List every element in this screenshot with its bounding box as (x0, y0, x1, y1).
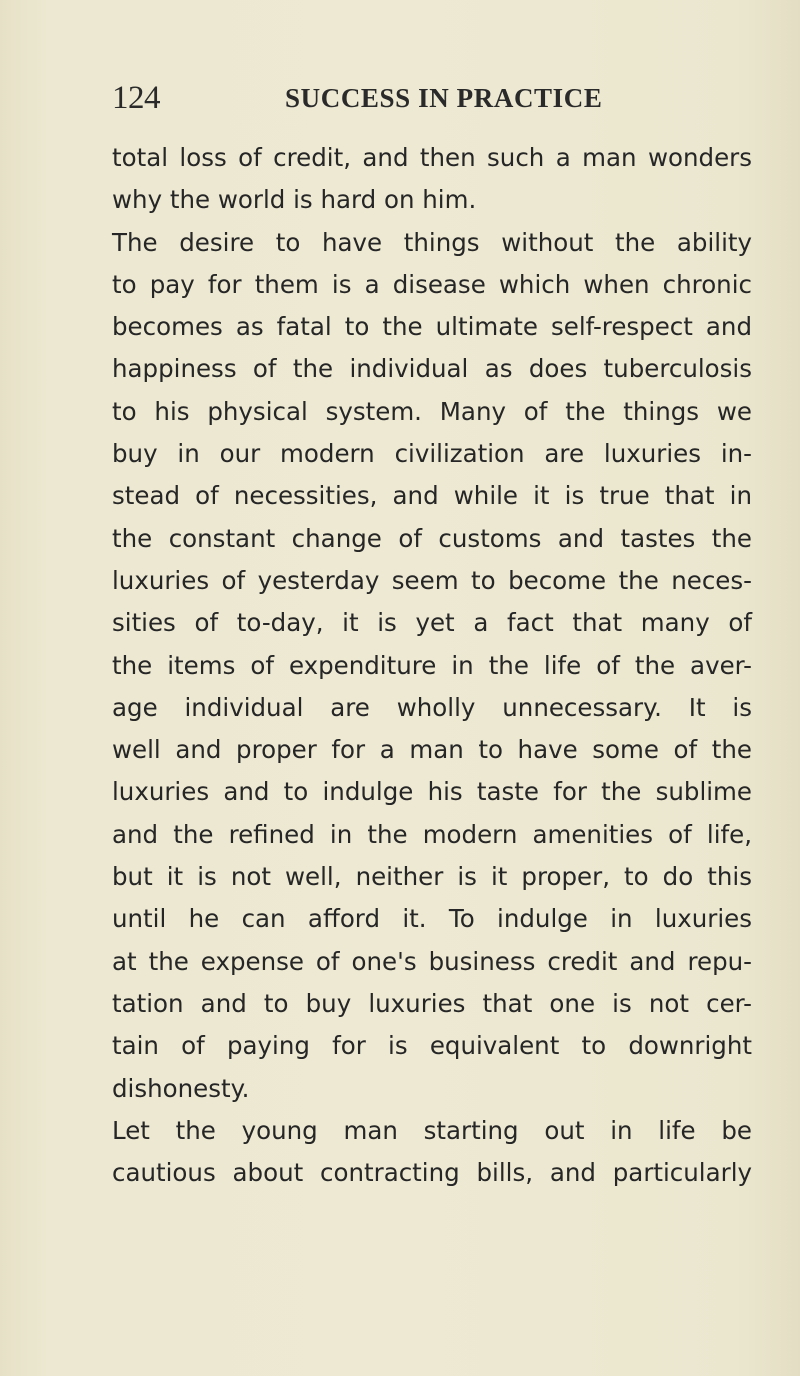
text-line: total loss of credit, and then such a man wonders (112, 143, 752, 172)
text-line: buy in our modern civilization are luxuries in- (112, 439, 752, 469)
text-line: at the expense of one's business credit and repu- (112, 946, 752, 976)
text-line: luxuries of yesterday seem to become the neces- (112, 565, 752, 595)
text-line: the items of expenditure in the life of the aver- (112, 650, 752, 680)
text-line: until he can afford it. To indulge in luxuries (112, 904, 752, 934)
text-line: to pay for them is a disease which when chronic (112, 269, 752, 299)
text-line: becomes as fatal to the ultimate self-respect and (112, 312, 752, 342)
text-line: luxuries and to indulge his taste for the sublime (112, 777, 752, 807)
text-line: but it is not well, neither is it proper, to do this (112, 862, 752, 892)
text-line: sities of to-day, it is yet a fact that many of (112, 608, 752, 638)
text-line: age individual are wholly unnecessary. It is (112, 692, 752, 722)
text-line: cautious about contracting bills, and particularly (112, 1158, 752, 1188)
text-line: tain of paying for is equivalent to downright (112, 1031, 752, 1061)
text-line: and the refined in the modern amenities of life, (112, 819, 752, 849)
text-line: stead of necessities, and while it is true that in (112, 481, 752, 511)
text-line: the constant change of customs and tastes the (112, 523, 752, 553)
text-line: The desire to have things without the ability (112, 227, 752, 257)
page-number: 124 (112, 80, 160, 116)
text-line: to his physical system. Many of the things we (112, 396, 752, 426)
text-line: well and proper for a man to have some of the (112, 735, 752, 765)
running-head: SUCCESS IN PRACTICE (285, 83, 603, 113)
text-line: why the world is hard on him. (112, 185, 477, 215)
text-line: dishonesty. (112, 1073, 250, 1103)
body-text (112, 137, 752, 1194)
page-header (0, 76, 800, 120)
text-line: Let the young man starting out in life be (112, 1115, 752, 1145)
text-line: tation and to buy luxuries that one is not cer- (112, 988, 752, 1018)
text-line: happiness of the individual as does tuberculosis (112, 354, 752, 384)
